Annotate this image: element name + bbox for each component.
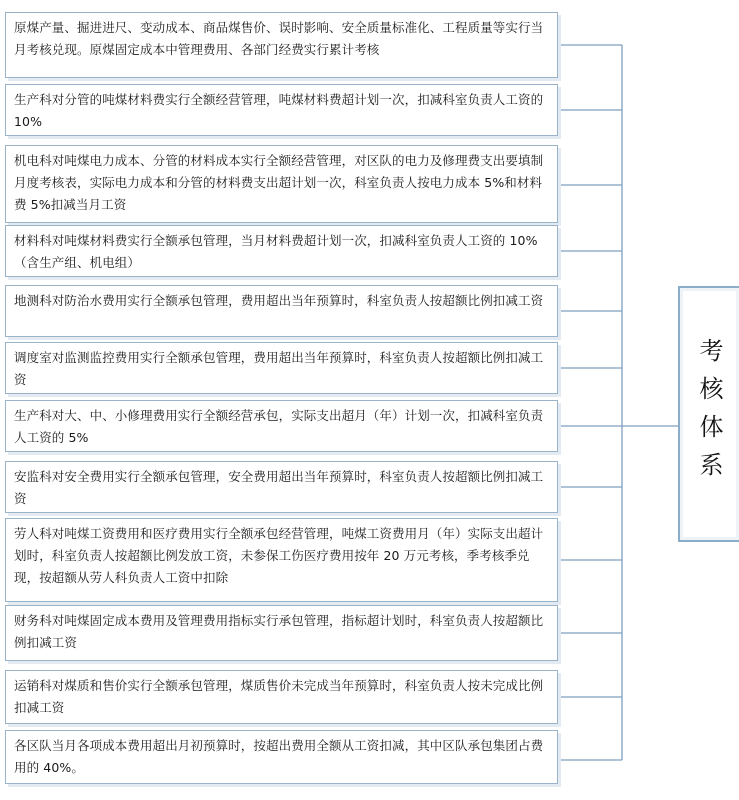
assessment-item-8: 安监科对安全费用实行全额承包管理，安全费用超出当年预算时，科室负责人按超额比例扣减工资: [5, 461, 558, 513]
assessment-item-9: 劳人科对吨煤工资费用和医疗费用实行全额承包经营管理，吨煤工资费用月（年）实际支出超计划时，科室负责人按超额比例发放工资，未参保工伤医疗费用按年 20 万元考核，季考核季兑现，按超额从劳人科负责人工资中扣除: [5, 518, 558, 602]
assessment-item-12: 各区队当月各项成本费用超出月初预算时，按超出费用全额从工资扣减，其中区队承包集团占费用的 40%。: [5, 730, 558, 784]
title-text: 考核体系: [695, 338, 723, 490]
assessment-item-11: 运销科对煤质和售价实行全额承包管理，煤质售价未完成当年预算时，科室负责人按未完成比例扣减工资: [5, 670, 558, 724]
assessment-item-5: 地测科对防治水费用实行全额承包管理，费用超出当年预算时，科室负责人按超额比例扣减工资: [5, 285, 558, 337]
assessment-item-6: 调度室对监测监控费用实行全额承包管理，费用超出当年预算时，科室负责人按超额比例扣减工资: [5, 342, 558, 394]
assessment-item-3: 机电科对吨煤电力成本、分管的材料成本实行全额经营管理，对区队的电力及修理费支出要填制月度考核表，实际电力成本和分管的材料费支出超计划一次，科室负责人按电力成本 5%和材料费 5%扣减当月工资: [5, 145, 558, 223]
assessment-item-4: 材料科对吨煤材料费实行全额承包管理，当月材料费超计划一次，扣减科室负责人工资的 10%（含生产组、机电组）: [5, 225, 558, 277]
assessment-item-10: 财务科对吨煤固定成本费用及管理费用指标实行承包管理，指标超计划时，科室负责人按超额比例扣减工资: [5, 605, 558, 661]
assessment-item-7: 生产科对大、中、小修理费用实行全额经营承包，实际支出超月（年）计划一次，扣减科室负责人工资的 5%: [5, 400, 558, 452]
title-box: [678, 286, 739, 542]
assessment-item-1: 原煤产量、掘进进尺、变动成本、商品煤售价、误时影响、安全质量标准化、工程质量等实行当月考核兑现。原煤固定成本中管理费用、各部门经费实行累计考核: [5, 12, 558, 78]
assessment-item-2: 生产科对分管的吨煤材料费实行全额经营管理，吨煤材料费超计划一次，扣减科室负责人工资的 10%: [5, 84, 558, 136]
